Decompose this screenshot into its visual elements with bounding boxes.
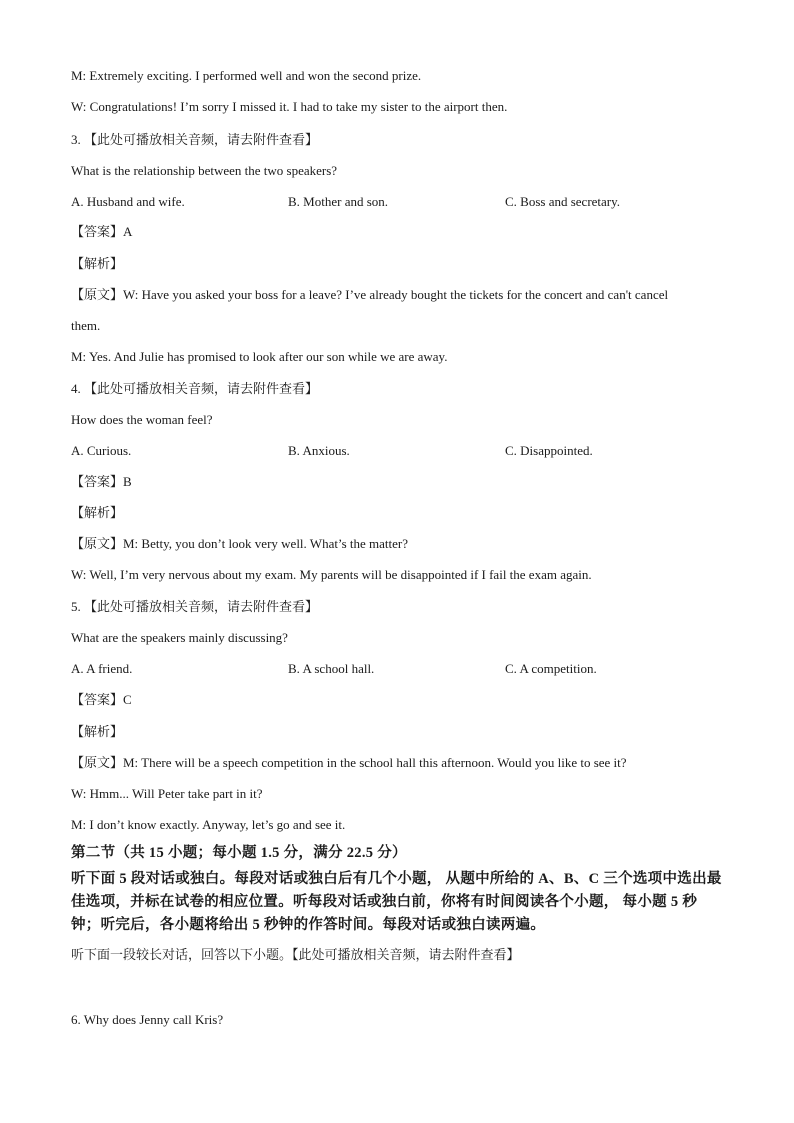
question-3-text: What is the relationship between the two speakers?	[71, 163, 338, 178]
question-5-text: What are the speakers mainly discussing?	[71, 630, 288, 645]
question-3-transcript: 【原文】W: Have you asked your boss for a leave? I’ve already bought the tickets for the concert and can't cancel	[71, 287, 669, 302]
question-3-transcript: them.	[71, 318, 101, 333]
question-4-text: How does the woman feel?	[71, 412, 213, 427]
question-6-text: 6. Why does Jenny call Kris?	[71, 1012, 224, 1027]
question-3-option-b: B. Mother and son.	[288, 194, 389, 209]
question-4-option-a: A. Curious.	[71, 443, 132, 458]
question-4-answer: 【答案】B	[71, 474, 132, 489]
question-4-transcript: W: Well, I’m very nervous about my exam. My parents will be disappointed if I fail the exam again.	[71, 567, 592, 582]
question-3-option-c: C. Boss and secretary.	[505, 194, 621, 209]
question-3-answer: 【答案】A	[71, 224, 133, 239]
question-5-header: 5. 【此处可播放相关音频，请去附件查看】	[71, 599, 319, 614]
question-3-analysis: 【解析】	[71, 256, 124, 271]
dialogue-line: M: Extremely exciting. I performed well and won the second prize.	[71, 68, 422, 83]
question-5-transcript: 【原文】M: There will be a speech competition in the school hall this afternoon. Would you like to see it?	[71, 755, 627, 770]
question-5-option-b: B. A school hall.	[288, 661, 375, 676]
question-5-answer: 【答案】C	[71, 692, 132, 707]
section-2-title: 第二节（共 15 小题；每小题 1.5 分，满分 22.5 分）	[71, 845, 407, 861]
question-4-transcript: 【原文】M: Betty, you don’t look very well. What’s the matter?	[71, 536, 408, 551]
question-3-header: 3. 【此处可播放相关音频，请去附件查看】	[71, 132, 319, 147]
question-5-analysis: 【解析】	[71, 724, 124, 739]
question-5-transcript: M: I don’t know exactly. Anyway, let’s go and see it.	[71, 817, 346, 832]
question-4-analysis: 【解析】	[71, 505, 124, 520]
question-5-option-c: C. A competition.	[505, 661, 597, 676]
question-5-transcript: W: Hmm... Will Peter take part in it?	[71, 786, 263, 801]
question-4-header: 4. 【此处可播放相关音频，请去附件查看】	[71, 381, 319, 396]
question-3-transcript: M: Yes. And Julie has promised to look after our son while we are away.	[71, 349, 448, 364]
question-4-option-c: C. Disappointed.	[505, 443, 593, 458]
question-5-option-a: A. A friend.	[71, 661, 133, 676]
section-2-instructions: 听下面 5 段对话或独白。每段对话或独白后有几个小题， 从题中所给的 A、B、C 三个选项中选出最佳选项，并标在试卷的相应位置。听每段对话或独白前，你将有时间阅读各个小题， 每小题 5 秒钟；听完后，各小题将给出 5 秒钟的作答时间。每段对话或独白读两遍。	[71, 871, 722, 933]
section-2-listen-note: 听下面一段较长对话，回答以下小题。【此处可播放相关音频，请去附件查看】	[71, 947, 520, 962]
dialogue-line: W: Congratulations! I’m sorry I missed it. I had to take my sister to the airport then.	[71, 99, 508, 114]
question-4-option-b: B. Anxious.	[288, 443, 350, 458]
question-3-option-a: A. Husband and wife.	[71, 194, 185, 209]
